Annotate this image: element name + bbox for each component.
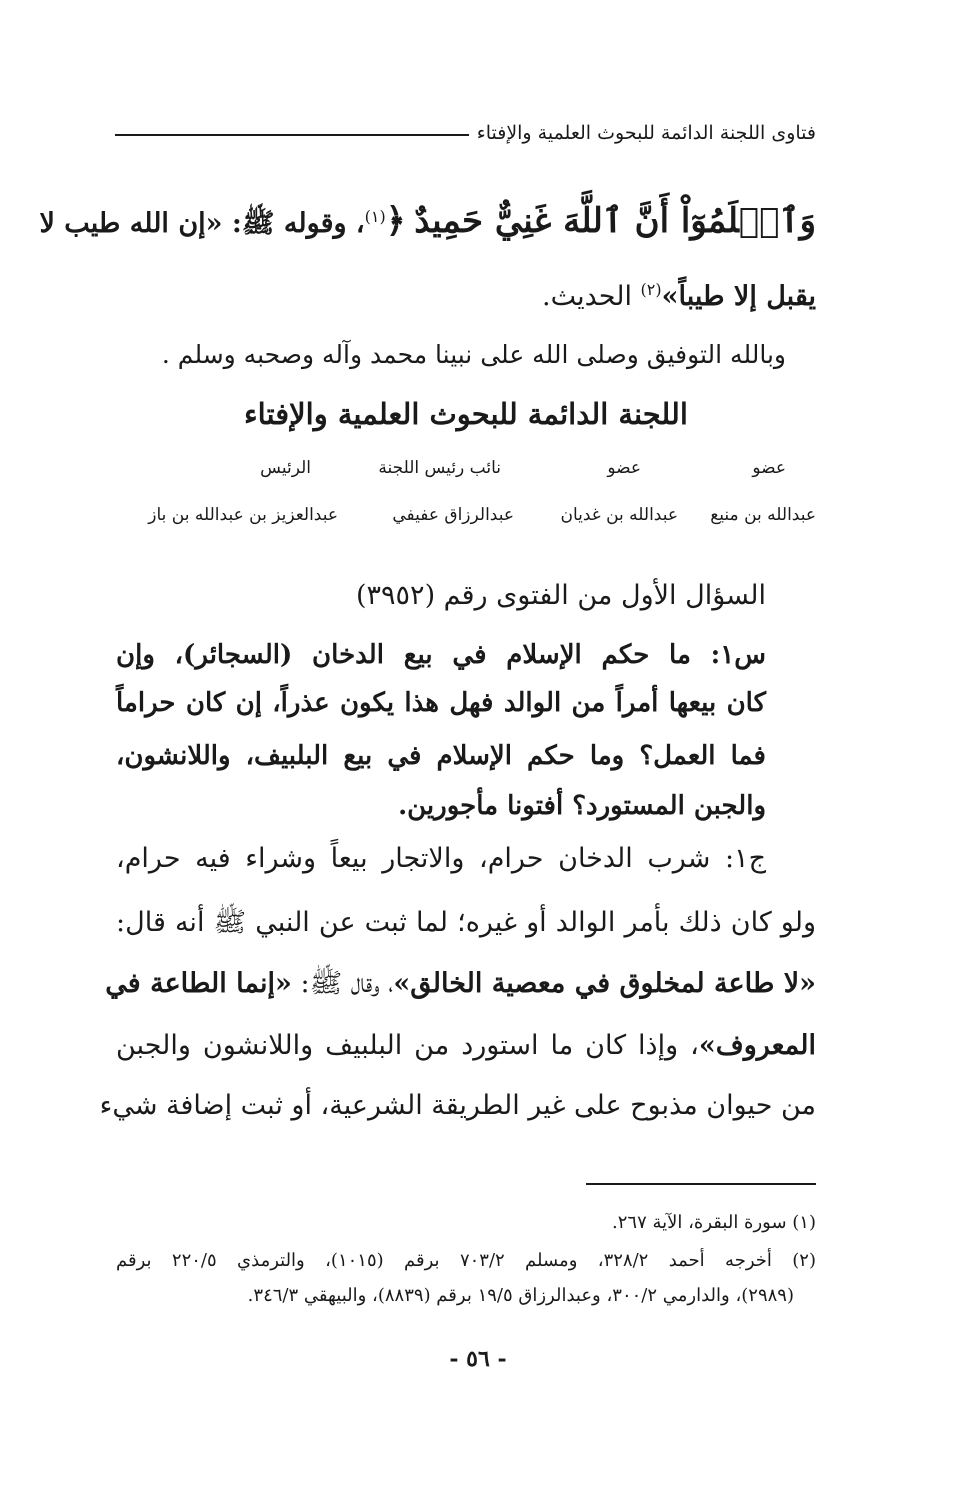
answer-line-5: من حيوان مذبوح على غير الطريقة الشرعية، أو ثبت إضافة شيء (99, 1090, 816, 1121)
name-member-2: عبدالله بن غديان (560, 505, 678, 525)
closing-text: وبالله التوفيق وصلى الله على نبينا محمد وآله وصحبه وسلم . (161, 340, 786, 369)
answer-line-2: ولو كان ذلك بأمر الوالد أو غيره؛ لما ثبت عن النبي ﷺ أنه قال: (116, 907, 816, 938)
roles-row (116, 458, 816, 484)
footnote-separator (586, 1183, 816, 1185)
hadith-suffix: الحديث. (542, 281, 641, 312)
question-line-3: فما العمل؟ وما حكم الإسلام في بيع البلبيف، واللانشون، (116, 741, 766, 771)
footnote-1: (١) سورة البقرة، الآية ٢٦٧. (612, 1212, 816, 1233)
question-line-1: س١: ما حكم الإسلام في بيع الدخان (السجائر)، وإن (116, 640, 766, 670)
answer-line-1: ج١: شرب الدخان حرام، والاتجار بيعاً وشراء فيه حرام، (116, 843, 766, 874)
running-title: فتاوى اللجنة الدائمة للبحوث العلمية والإفتاء (476, 122, 816, 144)
fatwa-heading: السؤال الأول من الفتوى رقم (٣٩٥٢) (356, 580, 766, 611)
hadith-quote-1: «لا طاعة لمخلوق في معصية الخالق» (393, 968, 816, 999)
running-header (115, 118, 816, 148)
header-rule (115, 134, 469, 136)
page-number: - ٥٦ - (449, 1346, 507, 1372)
question-line-2: كان بيعها أمراً من الوالد فهل هذا يكون عذراً، إن كان حراماً (116, 688, 766, 718)
role-vice-chair: نائب رئيس اللجنة (378, 458, 501, 478)
names-row (116, 505, 816, 531)
answer-line-4-text: ، وإذا كان ما استورد من البلبيف واللانشون والجبن (116, 1030, 699, 1061)
body-line-2 (116, 280, 816, 312)
hadith-quote-2-end: المعروف» (698, 1030, 816, 1061)
committee-title: اللجنة الدائمة للبحوث العلمية والإفتاء (244, 397, 688, 431)
hadith-opening: ، وقوله ﷺ: «إن الله طيب لا (39, 208, 365, 239)
footnote-2-line-2: (٢٩٨٩)، والدارمي ٣٠٠/٢، وعبدالرزاق ١٩/٥ برقم (٨٨٣٩)، والبيهقي ٣٤٦/٣. (247, 1285, 794, 1306)
footnote-2-line-1: (٢) أخرجه أحمد ٣٢٨/٢، ومسلم ٧٠٣/٢ برقم (١٠١٥)، والترمذي ٢٢٠/٥ برقم (116, 1250, 816, 1271)
closing-line (116, 340, 786, 369)
body-line-1 (39, 200, 816, 246)
role-member-1: عضو (752, 458, 786, 478)
role-chair: الرئيس (260, 458, 311, 478)
question-line-4: والجبن المستورد؟ أفتونا مأجورين. (398, 791, 766, 821)
name-chair: عبدالعزيز بن عبدالله بن باز (148, 505, 338, 525)
name-vice-chair: عبدالرزاق عفيفي (392, 505, 514, 525)
quran-close-bracket: ﴿ (385, 201, 406, 241)
footnote-ref-2: (٢) (640, 280, 662, 299)
hadith-end: يقبل إلا طيباً» (661, 281, 816, 312)
hadith-quote-2-start: «إنما الطاعة في (105, 968, 292, 999)
name-member-1: عبدالله بن منيع (710, 505, 816, 525)
quran-verse: وَٱعۡلَمُوٓاْ أَنَّ ٱللَّهَ غَنِيٌّ حَمِيدٌ (414, 201, 816, 241)
answer-line-3 (105, 966, 816, 1006)
role-member-2: عضو (607, 458, 641, 478)
footnote-ref-1: (١) (364, 207, 386, 226)
answer-connector: ، وقال ﷺ: (291, 968, 394, 999)
answer-line-4 (116, 1030, 816, 1061)
